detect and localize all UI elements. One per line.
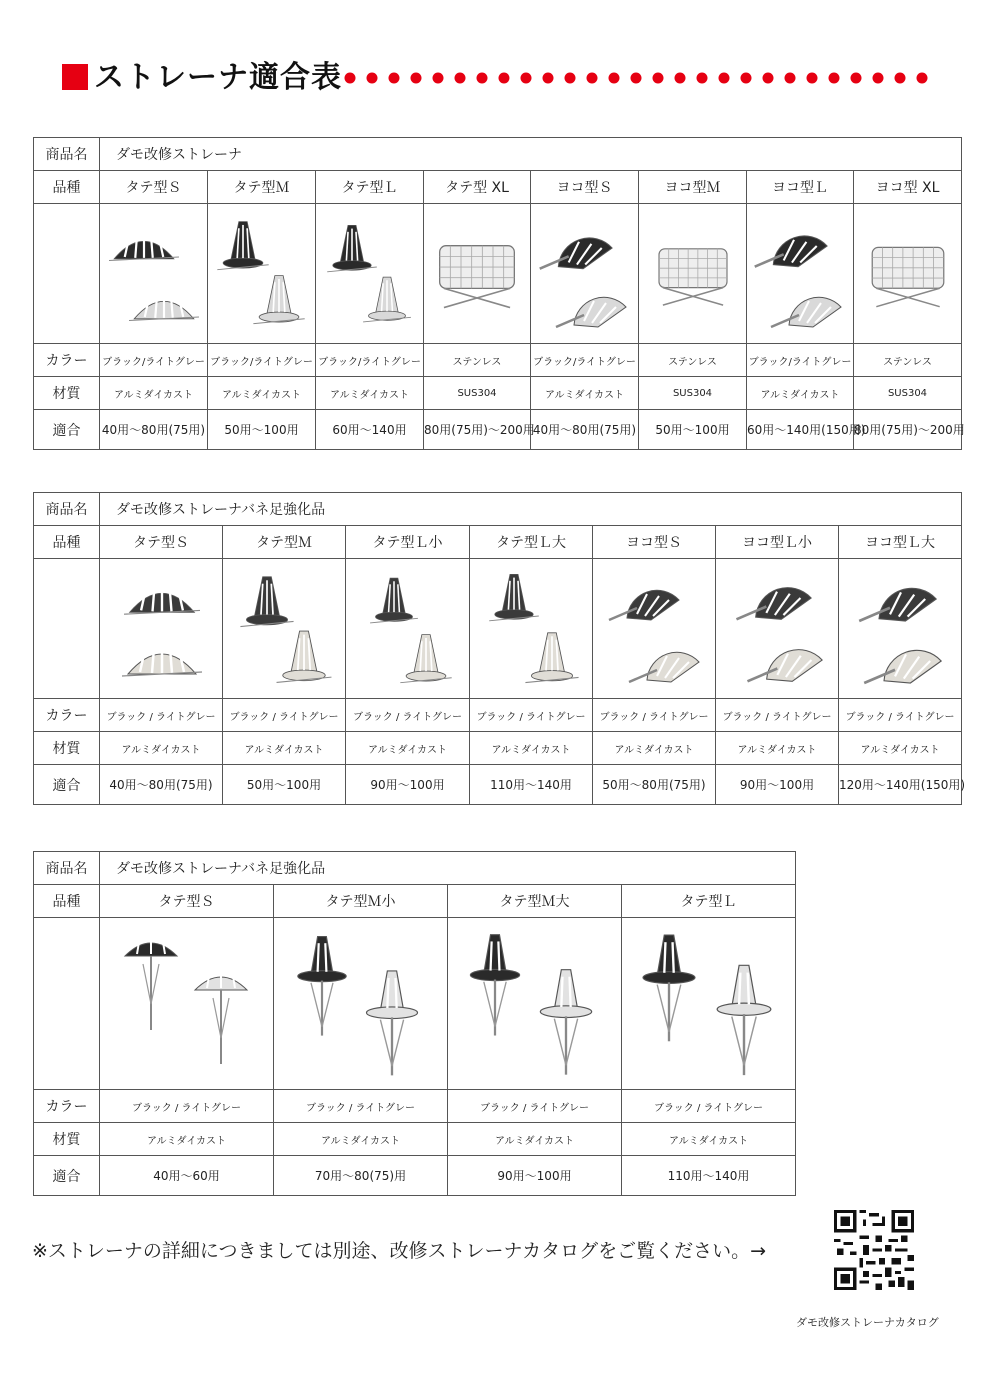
product-image-cell — [839, 559, 962, 699]
color-cell: ブラック / ライトグレー — [716, 699, 839, 732]
product-image-cell — [223, 559, 346, 699]
image-label-blank — [34, 204, 100, 344]
variety-cell: タテ型Ｍ — [208, 171, 316, 204]
strainer-fan-image — [845, 564, 955, 694]
color-cell: ブラック / ライトグレー — [470, 699, 593, 732]
product-image-cell — [100, 559, 223, 699]
variety-label: 品種 — [34, 526, 100, 559]
fit-label: 適合 — [34, 765, 100, 805]
variety-cell: タテ型 XL — [424, 171, 531, 204]
product-image-cell — [639, 204, 747, 344]
product-image-cell — [716, 559, 839, 699]
product-image-cell — [531, 204, 639, 344]
product-image-cell — [747, 204, 854, 344]
page-title: ストレーナ適合表 — [94, 60, 342, 95]
variety-cell: ヨコ型Ｍ — [639, 171, 747, 204]
fit-cell: 120用～140用(150用) — [839, 765, 962, 805]
color-cell: ブラック / ライトグレー — [100, 699, 223, 732]
strainer-dome-image — [104, 209, 204, 339]
material-cell: SUS304 — [424, 377, 531, 410]
color-cell: ブラック / ライトグレー — [346, 699, 470, 732]
strainer-cage-image — [643, 209, 743, 339]
strainer-cone-image — [476, 564, 586, 694]
variety-cell: タテ型Ｌ小 — [346, 526, 470, 559]
material-label: 材質 — [34, 1123, 100, 1156]
product-image-cell — [470, 559, 593, 699]
fit-cell: 70用～80(75)用 — [274, 1156, 448, 1196]
image-label-blank — [34, 559, 100, 699]
strainer-cone-image — [320, 209, 420, 339]
image-label-blank — [34, 918, 100, 1090]
color-label: カラー — [34, 1090, 100, 1123]
table-spring-leg-strainer-stem — [33, 851, 796, 1196]
product-image-cell — [622, 918, 796, 1090]
strainer-stem-dome-image — [107, 924, 267, 1084]
color-cell: ステンレス — [424, 344, 531, 377]
fit-cell: 90用～100用 — [448, 1156, 622, 1196]
strainer-fan-image — [750, 209, 850, 339]
table-spring-leg-strainer — [33, 492, 966, 805]
color-cell: ブラック / ライトグレー — [223, 699, 346, 732]
variety-cell: ヨコ型Ｌ大 — [839, 526, 962, 559]
material-cell: アルミダイカスト — [100, 1123, 274, 1156]
material-cell: アルミダイカスト — [448, 1123, 622, 1156]
strainer-fan-image — [535, 209, 635, 339]
material-label: 材質 — [34, 732, 100, 765]
color-label: カラー — [34, 699, 100, 732]
material-cell: アルミダイカスト — [316, 377, 424, 410]
product-image-cell — [448, 918, 622, 1090]
material-cell: アルミダイカスト — [274, 1123, 448, 1156]
product-image-cell — [424, 204, 531, 344]
product-image-cell — [316, 204, 424, 344]
page-header — [62, 56, 942, 100]
title-dot-leader — [342, 70, 942, 86]
material-cell: アルミダイカスト — [747, 377, 854, 410]
product-label: 商品名 — [34, 493, 100, 526]
strainer-fan-image — [722, 564, 832, 694]
variety-cell: タテ型Ｌ — [316, 171, 424, 204]
variety-cell: タテ型Ｍ — [223, 526, 346, 559]
product-label: 商品名 — [34, 852, 100, 885]
material-cell: アルミダイカスト — [100, 377, 208, 410]
strainer-cone-image — [212, 209, 312, 339]
color-cell: ブラック / ライトグレー — [274, 1090, 448, 1123]
variety-cell: ヨコ型Ｓ — [531, 171, 639, 204]
material-cell: アルミダイカスト — [100, 732, 223, 765]
strainer-cage-image — [858, 209, 958, 339]
material-cell: SUS304 — [639, 377, 747, 410]
fit-cell: 40用～80用(75用) — [100, 765, 223, 805]
color-label: カラー — [34, 344, 100, 377]
color-cell: ブラック / ライトグレー — [448, 1090, 622, 1123]
product-name: ダモ改修ストレーナバネ足強化品 — [100, 852, 796, 885]
material-label: 材質 — [34, 377, 100, 410]
strainer-fan-image — [599, 564, 709, 694]
fit-cell: 50用～100用 — [223, 765, 346, 805]
fit-cell: 80用(75用)～200用 — [854, 410, 962, 450]
strainer-dome-image — [106, 564, 216, 694]
color-cell: ブラック/ライトグレー — [100, 344, 208, 377]
color-cell: ステンレス — [639, 344, 747, 377]
material-cell: アルミダイカスト — [839, 732, 962, 765]
strainer-cone-image — [353, 564, 463, 694]
fit-cell: 50用～100用 — [208, 410, 316, 450]
fit-cell: 110用～140用 — [622, 1156, 796, 1196]
product-image-cell — [274, 918, 448, 1090]
table-standard-strainer — [33, 137, 965, 450]
material-cell: アルミダイカスト — [531, 377, 639, 410]
qr-caption: ダモ改修ストレーナカタログ — [796, 1316, 939, 1329]
variety-cell: タテ型Ｌ — [622, 885, 796, 918]
color-cell: ブラック / ライトグレー — [622, 1090, 796, 1123]
fit-cell: 90用～100用 — [346, 765, 470, 805]
fit-cell: 50用～80用(75用) — [593, 765, 716, 805]
strainer-cone-image — [229, 564, 339, 694]
color-cell: ブラック/ライトグレー — [747, 344, 854, 377]
product-image-cell — [346, 559, 470, 699]
fit-cell: 90用～100用 — [716, 765, 839, 805]
fit-cell: 110用～140用 — [470, 765, 593, 805]
material-cell: アルミダイカスト — [346, 732, 470, 765]
variety-cell: タテ型Ｓ — [100, 885, 274, 918]
product-label: 商品名 — [34, 138, 100, 171]
fit-cell: 60用～140用 — [316, 410, 424, 450]
variety-label: 品種 — [34, 171, 100, 204]
material-cell: アルミダイカスト — [716, 732, 839, 765]
material-cell: SUS304 — [854, 377, 962, 410]
product-name: ダモ改修ストレーナ — [100, 138, 962, 171]
variety-cell: ヨコ型Ｌ小 — [716, 526, 839, 559]
product-image-cell — [100, 204, 208, 344]
material-cell: アルミダイカスト — [208, 377, 316, 410]
fit-label: 適合 — [34, 410, 100, 450]
product-image-cell — [593, 559, 716, 699]
variety-cell: ヨコ型Ｓ — [593, 526, 716, 559]
strainer-stem-cone-image — [629, 924, 789, 1084]
color-cell: ブラック / ライトグレー — [100, 1090, 274, 1123]
variety-cell: ヨコ型 XL — [854, 171, 962, 204]
material-cell: アルミダイカスト — [622, 1123, 796, 1156]
material-cell: アルミダイカスト — [593, 732, 716, 765]
product-image-cell — [854, 204, 962, 344]
color-cell: ブラック/ライトグレー — [208, 344, 316, 377]
fit-cell: 40用～80用(75用) — [100, 410, 208, 450]
strainer-cage-image — [427, 209, 527, 339]
catalog-note: ※ストレーナの詳細につきましては別途、改修ストレーナカタログをご覧ください。→ — [32, 1240, 767, 1262]
variety-cell: タテ型Ｓ — [100, 171, 208, 204]
fit-cell: 40用～60用 — [100, 1156, 274, 1196]
color-cell: ブラック / ライトグレー — [839, 699, 962, 732]
fit-cell: 60用～140用(150用) — [747, 410, 854, 450]
variety-cell: タテ型Ｍ大 — [448, 885, 622, 918]
variety-cell: タテ型Ｓ — [100, 526, 223, 559]
qr-code-icon[interactable] — [834, 1210, 914, 1290]
product-name: ダモ改修ストレーナバネ足強化品 — [100, 493, 962, 526]
variety-cell: タテ型Ｍ小 — [274, 885, 448, 918]
fit-cell: 40用～80用(75用) — [531, 410, 639, 450]
color-cell: ブラック/ライトグレー — [316, 344, 424, 377]
title-marker — [62, 64, 88, 90]
color-cell: ステンレス — [854, 344, 962, 377]
product-image-cell — [100, 918, 274, 1090]
material-cell: アルミダイカスト — [223, 732, 346, 765]
variety-label: 品種 — [34, 885, 100, 918]
variety-cell: ヨコ型Ｌ — [747, 171, 854, 204]
variety-cell: タテ型Ｌ大 — [470, 526, 593, 559]
product-image-cell — [208, 204, 316, 344]
fit-cell: 50用～100用 — [639, 410, 747, 450]
strainer-stem-cone-image — [281, 924, 441, 1084]
fit-label: 適合 — [34, 1156, 100, 1196]
color-cell: ブラック / ライトグレー — [593, 699, 716, 732]
strainer-stem-cone-image — [455, 924, 615, 1084]
color-cell: ブラック/ライトグレー — [531, 344, 639, 377]
fit-cell: 80用(75用)～200用 — [424, 410, 531, 450]
material-cell: アルミダイカスト — [470, 732, 593, 765]
